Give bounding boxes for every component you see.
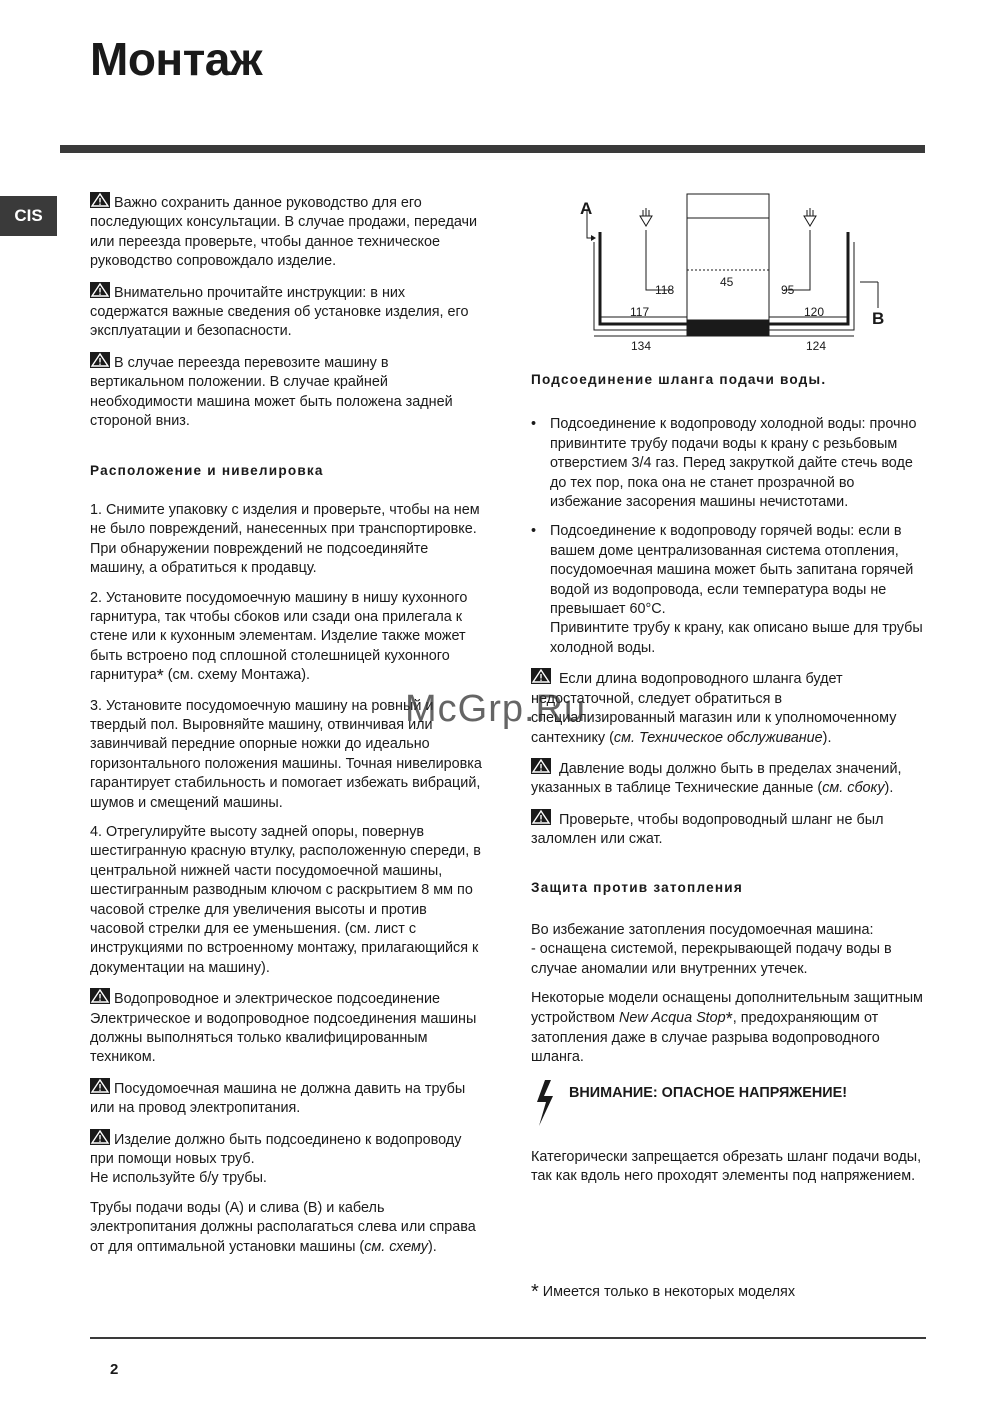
warning-icon bbox=[90, 1078, 110, 1094]
pipes-paragraph: Трубы подачи воды (А) и слива (В) и кабель электропитания должны располагаться слева или справа от для оптимальной установки машины (см. схему). bbox=[90, 1199, 476, 1255]
dimension-label: 118 bbox=[655, 283, 675, 297]
dimension-label: 45 bbox=[720, 275, 734, 289]
voltage-warning bbox=[531, 1080, 926, 1128]
voltage-title: ВНИМАНИЕ: ОПАСНОЕ НАПРЯЖЕНИЕ! bbox=[569, 1084, 848, 1101]
warning-paragraph: Важно сохранить данное руководство для его последующих консультации. В случае продажи, передачи или переезда проверьте, чтобы данное техническое руководство сопровождало изделие. bbox=[90, 192, 485, 272]
step-paragraph: 2. Установите посудомоечную машину в нишу кухонного гарнитура, так чтобы сбоков или сзади она прилегала к стене или к кухонным элементам. Изделие также может быть встроено под сплошной столешницей кухонного гарнитура* (см. схему Монтажа). bbox=[90, 589, 468, 687]
watermark: McGrp.Ru bbox=[405, 688, 587, 730]
page-title: Монтаж bbox=[90, 33, 262, 85]
warning-icon bbox=[90, 282, 110, 298]
dimension-label: 120 bbox=[804, 305, 825, 319]
label-b: B bbox=[872, 309, 885, 328]
dimension-label: 117 bbox=[630, 305, 650, 319]
warning-paragraph: Проверьте, чтобы водопроводный шланг не был заломлен или сжат. bbox=[531, 809, 926, 850]
list-item: • Подсоединение к водопроводу холодной воды: прочно привинтите трубу подачи воды к крану с резьбовым отверстием 3/4 газ. Перед закруткой дайте стечь воде до тех пор, пока она не станет прозрачной во избежание засорения машины нечистотами. bbox=[531, 415, 926, 512]
lightning-icon bbox=[531, 1080, 559, 1128]
section-heading: Расположение и нивелировка bbox=[90, 463, 324, 479]
footnote-star: * bbox=[725, 1008, 733, 1029]
dimension-label: 124 bbox=[806, 339, 827, 353]
footnote: * Имеется только в некоторых моделях bbox=[531, 1281, 796, 1303]
flood-paragraph: Некоторые модели оснащены дополнительным защитным устройством New Acqua Stop*, предохраняющим от затопления даже в случае разрыва водопроводного шланга. bbox=[531, 990, 923, 1066]
dimension-label: 95 bbox=[781, 283, 795, 297]
warning-paragraph: Посудомоечная машина не должна давить на трубы или на провод электропитания. bbox=[90, 1078, 485, 1119]
warning-icon bbox=[531, 809, 551, 825]
footer-rule bbox=[90, 1337, 926, 1339]
right-column bbox=[531, 370, 926, 1197]
warning-icon bbox=[90, 192, 110, 208]
warning-icon bbox=[531, 668, 551, 684]
dimension-label: 134 bbox=[631, 339, 652, 353]
label-a: A bbox=[580, 199, 593, 218]
warning-icon bbox=[531, 758, 551, 774]
warning-paragraph: Внимательно прочитайте инструкции: в них содержатся важные сведения об установке изделия, его эксплуатации и безопасности. bbox=[90, 282, 485, 342]
step-paragraph: 4. Отрегулируйте высоту задней опоры, повернув шестигранную красную втулку, расположенную спереди, в центральной нижней части посудомоечной машины, шестигранным разводным ключом с раскрытием 8 мм по часовой стрелке для увеличения высоты и против часовой стрелки для ее уменьшения. (см. лист с инструкциями по встроенному монтажу, прилагающийся к документации на машину). bbox=[90, 823, 481, 976]
warning-icon bbox=[90, 352, 110, 368]
header-rule bbox=[60, 145, 925, 153]
warning-paragraph: Давление воды должно быть в пределах значений, указанных в таблице Технические данные (см. сбоку). bbox=[531, 758, 926, 799]
warning-icon bbox=[90, 1129, 110, 1145]
warning-paragraph: Водопроводное и электрическое подсоединение Электрическое и водопроводное подсоединения машины должны выполняться только квалифицированным техником. bbox=[90, 988, 485, 1068]
step-paragraph: 3. Установите посудомоечную машину на ровный и твердый пол. Выровняйте машину, отвинчивая или завинчивай передние опорные ножки до идеально горизонтального положения машины. Точная нивелировка гарантирует стабильность и помогает избежать вибраций, шумов и смещений машины. bbox=[90, 697, 482, 811]
step-paragraph: 1. Снимите упаковку с изделия и проверьте, чтобы на нем не было повреждений, нанесенных при транспортировке. При обнаружении повреждений не подсоединяйте машину, а обратиться к продавцу. bbox=[90, 501, 480, 577]
warning-paragraph: В случае переезда перевозите машину в вертикальном положении. В случае крайней необходимости машина может быть положена задней стороной вниз. bbox=[90, 352, 485, 432]
list-item: • Подсоединение к водопроводу горячей воды: если в вашем доме централизованная система отопления, посудомоечная машина может быть запитана горячей водой из водопровода, если температура воды не превышает 60°С. Привинтите трубу к крану, как описано выше для трубы холодной воды. bbox=[531, 522, 926, 658]
footnote-star: * bbox=[156, 666, 164, 687]
installation-diagram bbox=[560, 190, 900, 360]
section-heading: Защита против затопления bbox=[531, 879, 743, 895]
warning-paragraph: Изделие должно быть подсоединено к водопроводу при помощи новых труб. Не используйте б/у трубы. bbox=[90, 1129, 485, 1189]
warning-paragraph: Если длина водопроводного шланга будет недостаточной, следует обратиться в специализированный магазин или к уполномоченному сантехнику (см. Техническое обслуживание). bbox=[531, 668, 926, 748]
warning-icon bbox=[90, 988, 110, 1004]
flood-paragraph: Во избежание затопления посудомоечная машина: - оснащена системой, перекрывающей подачу воды в случае аномалии или внутренних утечек. bbox=[531, 921, 892, 977]
language-tab: CIS bbox=[0, 196, 57, 236]
voltage-text: Категорически запрещается обрезать шланг подачи воды, так как вдоль него проходят элементы под напряжением. bbox=[531, 1148, 922, 1185]
section-heading: Подсоединение шланга подачи воды. bbox=[531, 372, 827, 387]
footnote-star: * bbox=[531, 1281, 539, 1303]
page-number: 2 bbox=[110, 1361, 119, 1378]
connection-list bbox=[531, 415, 926, 658]
